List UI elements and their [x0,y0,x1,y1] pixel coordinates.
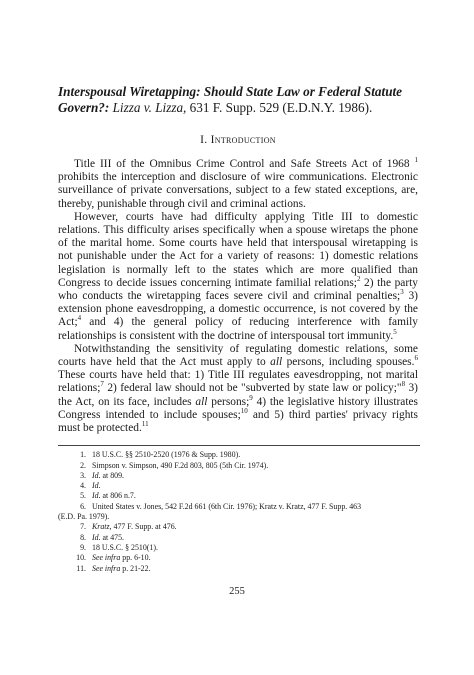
p3-text-e: 3) the Act, on its face, includes [58,382,418,408]
footnote-10 [58,553,418,563]
footnote-italic: See infra [92,563,121,573]
footnote-number: 2. [80,460,86,470]
footnote-number: 10. [76,553,86,563]
footnote-5 [58,491,418,501]
footnote-7 [58,522,418,532]
footnote-number: 9. [80,542,86,552]
p3-emphasis-all-2: all [195,395,208,408]
p1-text-a: Title III of the Omnibus Crime Control and Safe Streets Act of 1968 [74,158,410,170]
footnote-number: 8. [80,532,86,542]
p3-text-c: These courts have held that: 1) Title III regulates eavesdropping, not marital relations; [58,369,418,395]
footnote-rest: at 475. [102,532,125,542]
p2-text-d: and 4) the general policy of reducing interference with family relationships is consistent with the doctrine of interspousal tort immunity. [58,316,418,342]
footnote-italic: Id. [92,481,101,491]
p3-text-g: 4) the legislative history illustrates Congress intended to include spouses; [58,395,418,421]
footnote-9 [58,543,418,553]
footnote-ref-6: 6 [414,354,418,363]
footnote-ref-3: 3 [400,288,404,297]
footnote-text [92,522,418,532]
paragraph-3 [58,343,418,435]
footnote-italic: Id. [92,532,101,542]
footnote-6-continuation: (E.D. Pa. 1979). [58,512,110,522]
footnote-text: United States v. Jones, 542 F.2d 661 (6th Cir. 1976); Kratz v. Kratz, 477 F. Supp. 463 [92,501,362,511]
page-number: 255 [229,586,245,597]
footnote-rest: at 809. [102,470,125,480]
section-numeral: I. [200,134,208,146]
footnote-italic: Kratz, [92,522,112,532]
footnote-rest: 477 F. Supp. at 476. [113,522,177,532]
footnote-number: 6. [80,501,86,511]
footnote-11 [58,564,418,574]
footnote-ref-5: 5 [393,327,397,336]
p3-text-b: persons, including spouses. [286,356,415,369]
footnote-ref-2: 2 [356,275,361,284]
section-heading [58,134,418,146]
footnote-text [92,564,418,574]
footnote-number: 11. [76,563,86,573]
page-content [58,84,418,574]
paragraph-1 [58,158,418,211]
p2-text-a: However, courts have had difficulty applying Title III to domestic relations. This difficulty arises specifically when a spouse wiretaps the phone of the marital home. Some courts have held that interspousal wiretapping is not punishable under the Act for a variety of reasons: 1) domestic relations legislation is normally left to the states which are more qualified than Congress to decide issues concerning intimate familial relations; [58,210,418,289]
footnote-ref-11: 11 [141,420,149,429]
footnote-ref-4: 4 [77,314,82,323]
p3-text-a: Notwithstanding the sensitivity of regulating domestic relations, some courts have held that the Act must apply to [58,342,418,369]
footnote-number: 3. [80,470,86,480]
footnote-1 [58,450,418,460]
article-title [58,84,418,116]
footnote-text [92,481,418,491]
footnote-italic: Id. [92,470,101,480]
section-label: Introduction [210,134,276,146]
footnote-ref-7: 7 [100,380,104,389]
body-text [58,158,418,435]
footnote-number: 4. [80,481,86,491]
footnote-text: 18 U.S.C. § 2510(1). [92,542,158,552]
footnote-2 [58,461,418,471]
footnote-rest: at 806 n.7. [102,491,136,501]
p2-text-c: 3) extension phone eavesdropping, a domestic occurrence, is not covered by the Act; [58,290,418,329]
footnote-4 [58,481,418,491]
footnote-italic: See infra [92,553,121,563]
footnote-rest: p. 21-22. [122,563,151,573]
footnote-ref-9: 9 [249,393,253,402]
p1-text-b: prohibits the interception and disclosure of wire communications. Electronic surveillance of private conversations, subject to a few stated exceptions, are, thereby, punishable through civil and criminal actions. [58,171,418,210]
footnote-6 [58,502,418,512]
footnote-text: 18 U.S.C. §§ 2510-2520 (1976 & Supp. 1980). [92,450,241,460]
footnote-text: Simpson v. Simpson, 490 F.2d 803, 805 (5th Cir. 1974). [92,460,269,470]
footnote-rest: pp. 6-10. [122,553,151,563]
footnotes [58,450,418,574]
p3-text-d: 2) federal law should not be "subverted by state law or policy;" [107,382,402,395]
footnote-number: 7. [80,522,86,532]
title-main: Interspousal Wiretapping: Should State Law or Federal Statute Govern?: [58,84,403,115]
footnote-text [92,533,418,543]
footnote-number: 5. [80,491,86,501]
footnote-divider [58,445,420,446]
p3-text-h: and 5) third parties' privacy rights must be protected. [58,408,418,435]
footnote-text [92,491,418,501]
footnote-8 [58,533,418,543]
footnote-ref-10: 10 [240,407,248,416]
p3-text-f: persons; [211,395,250,408]
footnote-ref-1: 1 [414,156,418,165]
title-citation: 631 F. Supp. 529 (E.D.N.Y. 1986). [189,100,373,115]
p3-emphasis-all-1: all [270,356,283,369]
footnote-italic: Id. [92,491,101,501]
footnote-ref-8: 8 [401,380,406,389]
footnote-text [92,471,418,481]
paragraph-2 [58,211,418,343]
footnote-text [92,553,418,563]
footnote-number: 1. [80,450,86,460]
footnote-3 [58,471,418,481]
title-case-name: Lizza v. Lizza, [112,100,187,115]
p2-text-b: 2) the party who conducts the wiretapping faces severe civil and criminal penalties; [58,276,418,303]
